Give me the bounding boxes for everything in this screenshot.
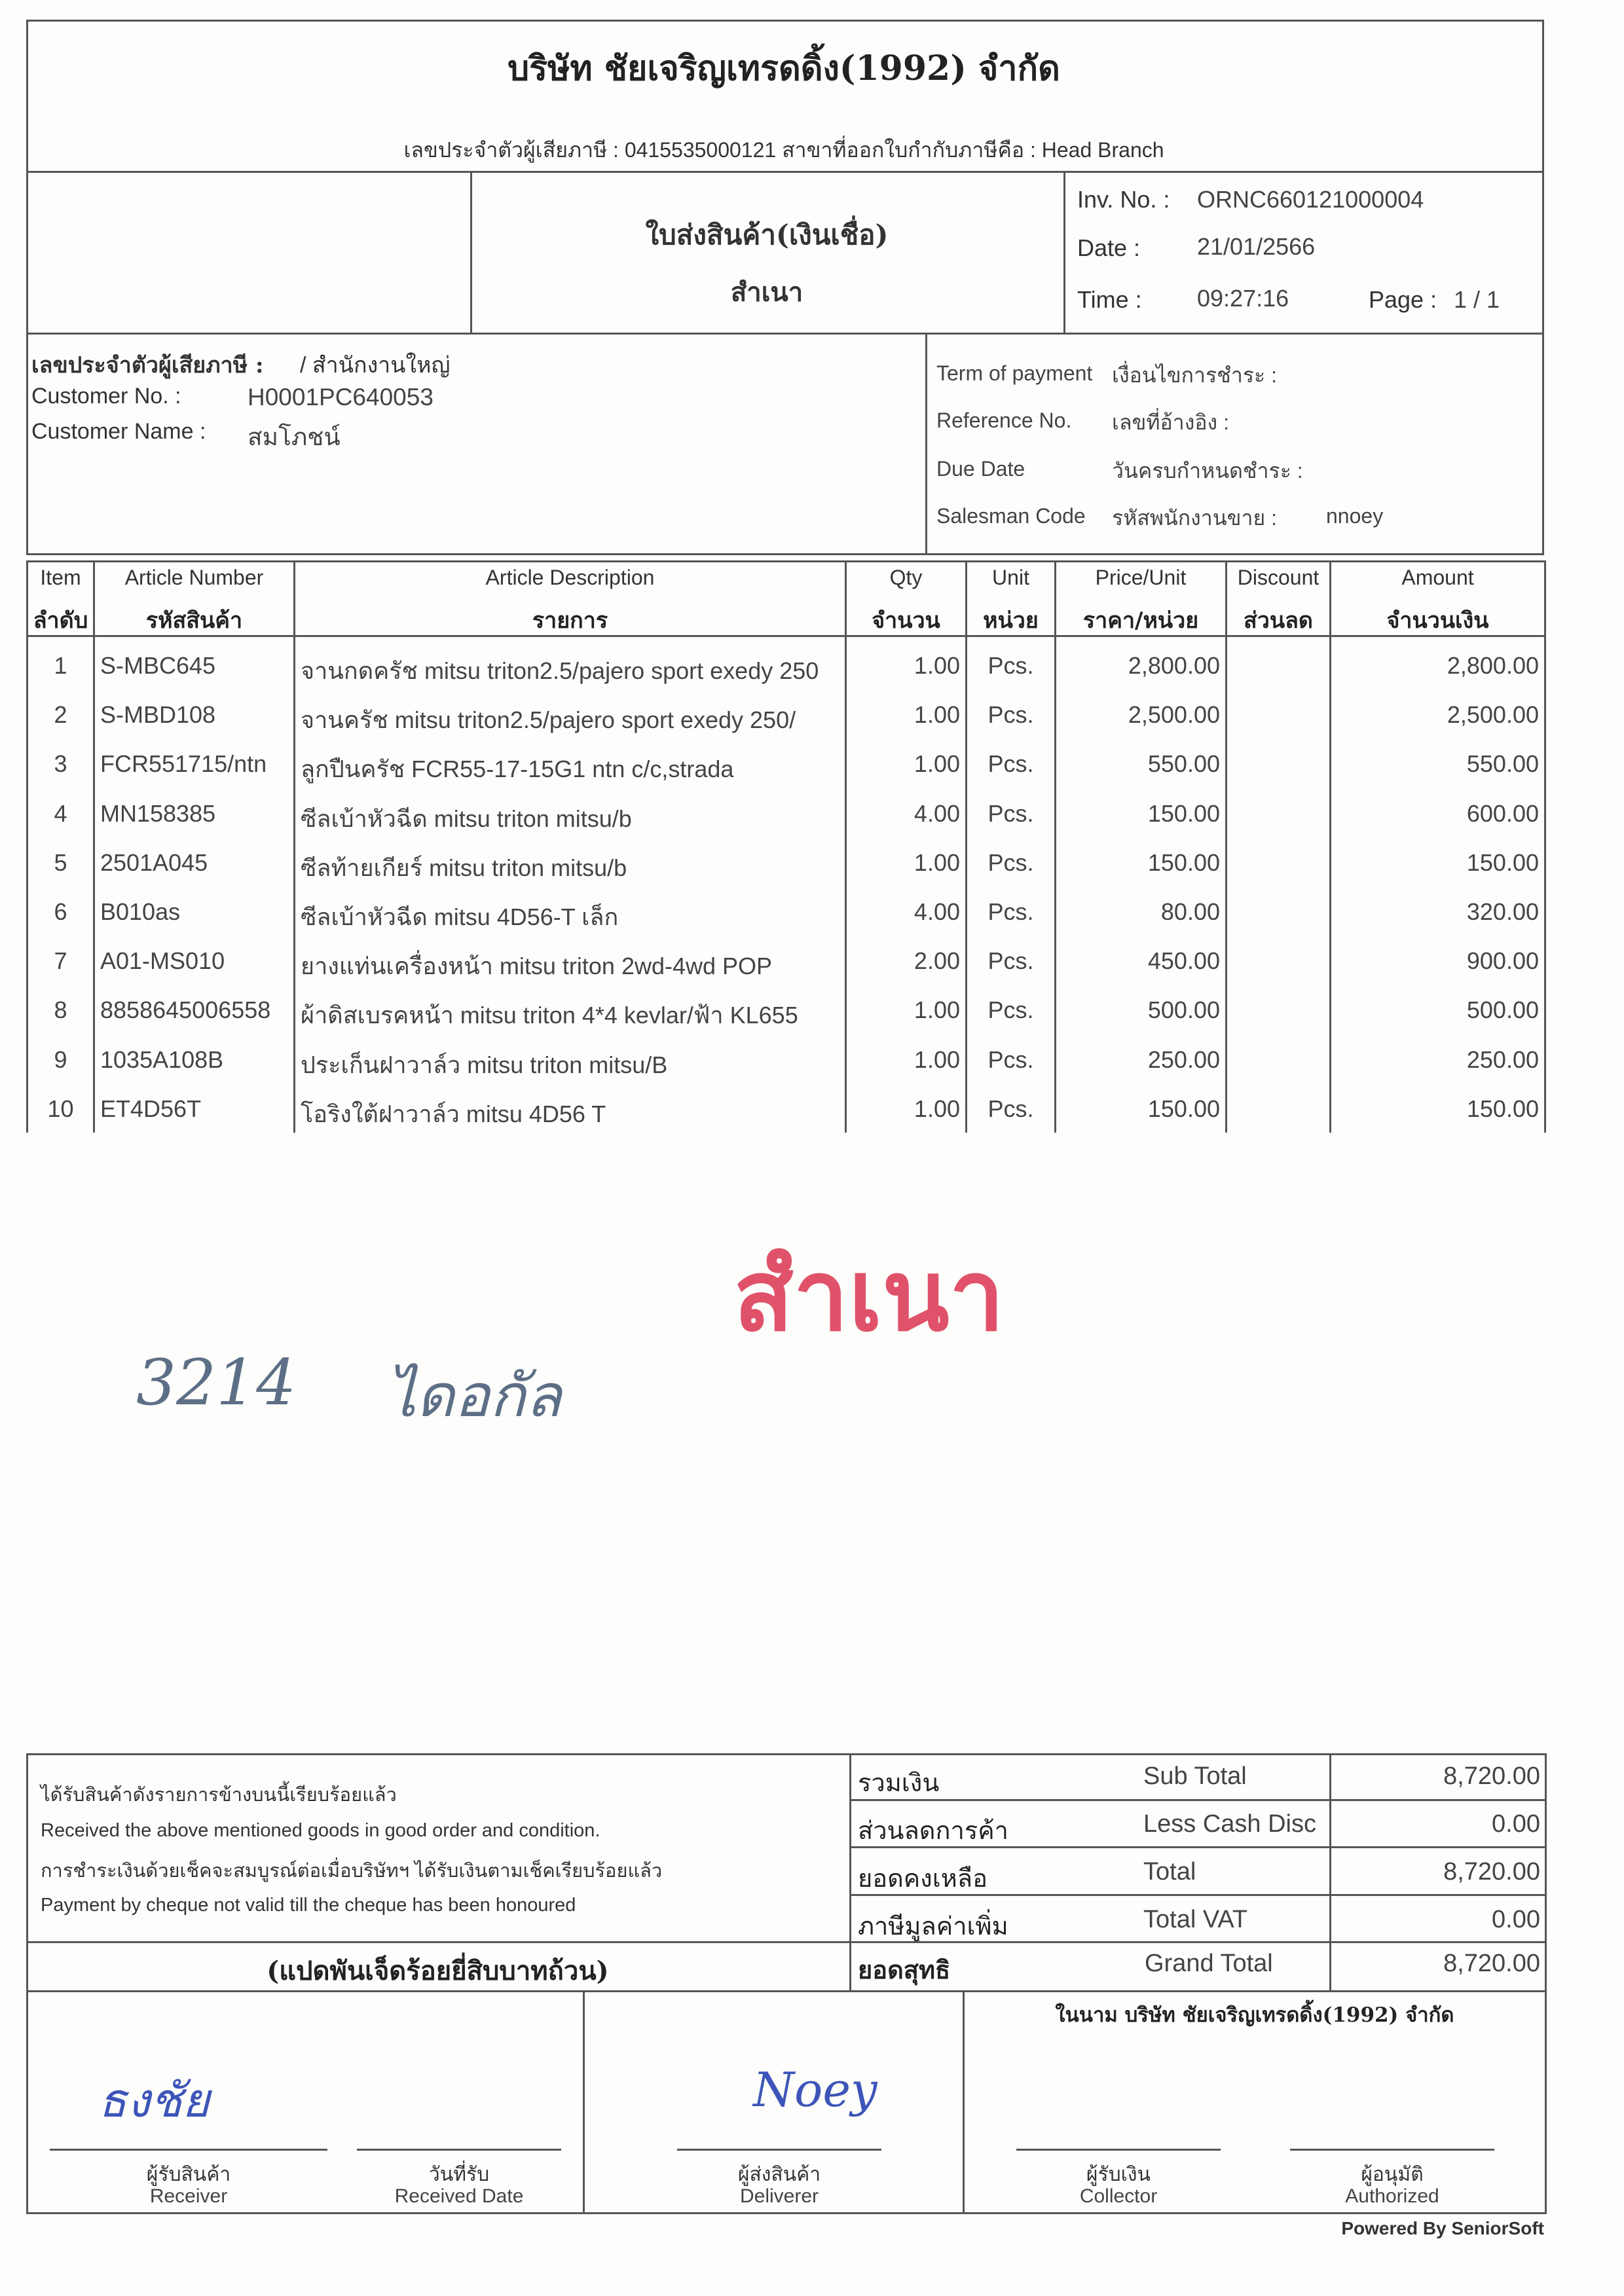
invoice-date: 21/01/2566 <box>1197 233 1316 260</box>
price-cell: 150.00 <box>1147 848 1220 876</box>
price-cell: 80.00 <box>1160 898 1220 925</box>
collector-label-th: ผู้รับเงิน <box>1086 2164 1151 2185</box>
item-number-cell: 5 <box>54 848 67 876</box>
received-date-label-th: วันที่รับ <box>428 2164 490 2185</box>
item-number-cell: 4 <box>54 799 67 827</box>
qty-cell: 1.00 <box>913 1095 960 1122</box>
term-of-payment-th: เงื่อนไขการชำระ : <box>1112 363 1277 387</box>
table-header-th: ราคา/หน่วย <box>1082 608 1199 634</box>
article-number-cell: S-MBD108 <box>100 701 216 729</box>
qty-cell: 1.00 <box>913 750 960 778</box>
amount-cell: 320.00 <box>1466 898 1539 925</box>
total-value: 0.00 <box>1492 1810 1540 1838</box>
document-title: ใบส่งสินค้า(เงินเชื่อ) <box>645 219 889 251</box>
article-description-cell: ซีลเบ้าหัวฉีด mitsu 4D56-T เล็ก <box>301 903 619 930</box>
unit-cell: Pcs. <box>987 1046 1034 1073</box>
item-number-cell: 2 <box>54 701 67 729</box>
total-label-th: รวมเงิน <box>858 1768 940 1797</box>
date-label: Date : <box>1077 234 1141 261</box>
article-number-cell: B010as <box>100 898 181 925</box>
article-number-cell: S-MBC645 <box>100 652 216 679</box>
customer-number: H0001PC640053 <box>248 384 434 410</box>
price-cell: 150.00 <box>1147 1095 1220 1122</box>
table-header-th: หน่วย <box>983 608 1039 634</box>
unit-cell: Pcs. <box>987 947 1034 975</box>
grand-total-value: 8,720.00 <box>1443 1950 1540 1977</box>
item-number-cell: 7 <box>54 947 67 975</box>
customer-tax-id-label: เลขประจำตัวผู้เสียภาษี : <box>31 352 264 378</box>
table-column-line <box>1329 560 1331 1133</box>
receiver-signature: ธงชัย <box>98 2073 210 2128</box>
table-column-line <box>1225 560 1227 1133</box>
amount-cell: 2,800.00 <box>1447 652 1539 679</box>
amount-cell: 150.00 <box>1466 1095 1539 1122</box>
salesman-code-label: Salesman Code <box>936 504 1086 528</box>
unit-cell: Pcs. <box>987 701 1034 729</box>
salesman-code-th: รหัสพนักงานขาย : <box>1112 506 1277 530</box>
total-label-th: ส่วนลดการค้า <box>858 1816 1008 1845</box>
article-description-cell: ประเก็นฝาวาล์ว mitsu triton mitsu/B <box>301 1051 668 1078</box>
article-description-cell: ลูกปืนครัช FCR55-17-15G1 ntn c/c,strada <box>301 756 734 783</box>
received-date-label: Received Date <box>394 2185 524 2207</box>
unit-cell: Pcs. <box>987 996 1034 1024</box>
article-description-cell: ซีลเบ้าหัวฉีด mitsu triton mitsu/b <box>301 805 632 832</box>
document-copy-label: สำเนา <box>730 277 803 308</box>
qty-cell: 4.00 <box>913 898 960 925</box>
table-column-line <box>1054 560 1056 1133</box>
receipt-note-en: Received the above mentioned goods in good order and condition. <box>41 1820 600 1841</box>
price-cell: 150.00 <box>1147 799 1220 827</box>
article-number-cell: FCR551715/ntn <box>100 750 267 778</box>
copy-stamp: สำเนา <box>733 1238 1005 1353</box>
table-header-th: ส่วนลด <box>1243 608 1313 634</box>
article-number-cell: MN158385 <box>100 799 216 827</box>
receiver-label-th: ผู้รับสินค้า <box>146 2164 231 2185</box>
table-header-th: รหัสสินค้า <box>145 608 243 634</box>
on-behalf-of-company: ในนาม บริษัท ชัยเจริญเทรดดิ้ง(1992) จำกัด <box>1055 2003 1454 2027</box>
unit-cell: Pcs. <box>987 1095 1034 1122</box>
item-number-cell: 10 <box>47 1095 74 1122</box>
item-number-cell: 3 <box>54 750 67 778</box>
reference-no-label: Reference No. <box>936 409 1072 432</box>
qty-cell: 1.00 <box>913 1046 960 1073</box>
qty-cell: 2.00 <box>913 947 960 975</box>
unit-cell: Pcs. <box>987 848 1034 876</box>
article-number-cell: 8858645006558 <box>100 996 271 1024</box>
amount-cell: 500.00 <box>1466 996 1539 1024</box>
reference-no-th: เลขที่อ้างอิง : <box>1112 410 1229 434</box>
table-header-th: ลำดับ <box>33 608 88 634</box>
table-header-en: Discount <box>1237 566 1320 589</box>
item-number-cell: 9 <box>54 1046 67 1073</box>
grand-total-label: Grand Total <box>1145 1950 1273 1977</box>
total-label: Total VAT <box>1143 1906 1248 1933</box>
amount-cell: 150.00 <box>1466 848 1539 876</box>
amount-cell: 900.00 <box>1466 947 1539 975</box>
invoice-time: 09:27:16 <box>1197 285 1289 312</box>
price-cell: 2,800.00 <box>1128 652 1220 679</box>
total-label: Total <box>1143 1858 1196 1886</box>
customer-number-label: Customer No. : <box>31 384 181 409</box>
term-of-payment-label: Term of payment <box>936 361 1093 385</box>
price-cell: 450.00 <box>1147 947 1220 975</box>
table-header-en: Unit <box>992 566 1029 589</box>
table-column-line <box>845 560 847 1133</box>
article-description-cell: ยางแท่นเครื่องหน้า mitsu triton 2wd-4wd POP <box>301 953 773 980</box>
article-description-cell: ผ้าดิสเบรคหน้า mitsu triton 4*4 kevlar/ฟ้า KL655 <box>301 1002 798 1029</box>
price-cell: 2,500.00 <box>1128 701 1220 729</box>
handwritten-note-number: 3214 <box>136 1346 297 1419</box>
grand-total-label-th: ยอดสุทธิ <box>858 1955 951 1984</box>
time-label: Time : <box>1077 286 1142 313</box>
article-number-cell: 2501A045 <box>100 848 208 876</box>
cheque-note-en: Payment by cheque not valid till the cheque has been honoured <box>41 1895 576 1916</box>
total-label: Sub Total <box>1143 1762 1247 1790</box>
article-description-cell: โอริงใต้ฝาวาล์ว mitsu 4D56 T <box>301 1100 606 1127</box>
unit-cell: Pcs. <box>987 750 1034 778</box>
receiver-label: Receiver <box>149 2185 228 2207</box>
article-number-cell: ET4D56T <box>100 1095 202 1122</box>
company-name: บริษัท ชัยเจริญเทรดดิ้ง(1992) จำกัด <box>507 48 1060 88</box>
qty-cell: 1.00 <box>913 996 960 1024</box>
amount-cell: 550.00 <box>1466 750 1539 778</box>
article-number-cell: A01-MS010 <box>100 947 225 975</box>
item-number-cell: 6 <box>54 898 67 925</box>
invoice-number: ORNC660121000004 <box>1197 186 1424 213</box>
due-date-th: วันครบกำหนดชำระ : <box>1112 459 1303 483</box>
company-tax-line: เลขประจำตัวผู้เสียภาษี : 0415535000121 สาขาที่ออกใบกำกับภาษีคือ : Head Branch <box>403 138 1164 162</box>
article-description-cell: ซีลท้ายเกียร์ mitsu triton mitsu/b <box>301 854 627 881</box>
deliverer-signature: Noey <box>753 2062 877 2117</box>
powered-by: Powered By SeniorSoft <box>1341 2218 1544 2238</box>
due-date-label: Due Date <box>936 457 1025 481</box>
total-label-th: ยอดคงเหลือ <box>858 1864 987 1893</box>
table-header-th: จำนวนเงิน <box>1386 608 1489 634</box>
total-label-th: ภาษีมูลค่าเพิ่ม <box>858 1912 1008 1941</box>
unit-cell: Pcs. <box>987 799 1034 827</box>
customer-name-label: Customer Name : <box>31 419 206 444</box>
page-label: Page : <box>1369 286 1437 313</box>
article-description-cell: จานครัช mitsu triton2.5/pajero sport exedy 250/ <box>301 706 796 734</box>
item-number-cell: 8 <box>54 996 67 1024</box>
page-number: 1 / 1 <box>1454 286 1500 313</box>
table-header-en: Price/Unit <box>1095 566 1187 589</box>
authorized-label: Authorized <box>1345 2185 1439 2207</box>
table-column-line <box>293 560 295 1133</box>
authorized-label-th: ผู้อนุมัติ <box>1361 2164 1424 2185</box>
table-column-line <box>93 560 95 1133</box>
article-number-cell: 1035A108B <box>100 1046 224 1073</box>
salesman-code: nnoey <box>1326 504 1384 528</box>
customer-tax-id-value: / สำนักงานใหญ่ <box>300 353 451 378</box>
table-column-line <box>1544 560 1546 1133</box>
table-header-en: Qty <box>889 566 923 589</box>
cheque-note-th: การชำระเงินด้วยเช็คจะสมบูรณ์ต่อเมื่อบริษัทฯ ได้รับเงินตามเช็คเรียบร้อยแล้ว <box>41 1861 663 1882</box>
total-value: 0.00 <box>1492 1906 1540 1933</box>
amount-in-words: (แปดพันเจ็ดร้อยยี่สิบบาทถ้วน) <box>267 1956 609 1986</box>
qty-cell: 1.00 <box>913 701 960 729</box>
table-column-line <box>965 560 967 1133</box>
table-header-en: Item <box>40 566 81 589</box>
invoice-number-label: Inv. No. : <box>1077 186 1170 213</box>
deliverer-label: Deliverer <box>739 2185 819 2207</box>
amount-cell: 2,500.00 <box>1447 701 1539 729</box>
qty-cell: 1.00 <box>913 652 960 679</box>
price-cell: 550.00 <box>1147 750 1220 778</box>
price-cell: 250.00 <box>1147 1046 1220 1073</box>
total-label: Less Cash Disc <box>1143 1810 1316 1838</box>
amount-cell: 250.00 <box>1466 1046 1539 1073</box>
qty-cell: 4.00 <box>913 799 960 827</box>
handwritten-note-text: ไดอกัล <box>386 1362 562 1430</box>
table-column-line <box>26 560 28 1133</box>
qty-cell: 1.00 <box>913 848 960 876</box>
table-header-en: Article Number <box>124 566 264 589</box>
price-cell: 500.00 <box>1147 996 1220 1024</box>
item-number-cell: 1 <box>54 652 67 679</box>
collector-label: Collector <box>1079 2185 1158 2207</box>
customer-name: สมโภชน์ <box>248 424 341 450</box>
total-value: 8,720.00 <box>1443 1762 1540 1790</box>
table-header-en: Article Description <box>485 566 655 589</box>
table-header-th: รายการ <box>532 608 608 634</box>
deliverer-label-th: ผู้ส่งสินค้า <box>737 2164 821 2185</box>
article-description-cell: จานกดครัช mitsu triton2.5/pajero sport exedy 250 <box>301 657 819 684</box>
unit-cell: Pcs. <box>987 898 1034 925</box>
receipt-note-th: ได้รับสินค้าดังรายการข้างบนนี้เรียบร้อยแล้ว <box>41 1785 397 1806</box>
unit-cell: Pcs. <box>987 652 1034 679</box>
table-header-th: จำนวน <box>872 608 940 634</box>
total-value: 8,720.00 <box>1443 1858 1540 1886</box>
table-header-en: Amount <box>1401 566 1474 589</box>
amount-cell: 600.00 <box>1466 799 1539 827</box>
